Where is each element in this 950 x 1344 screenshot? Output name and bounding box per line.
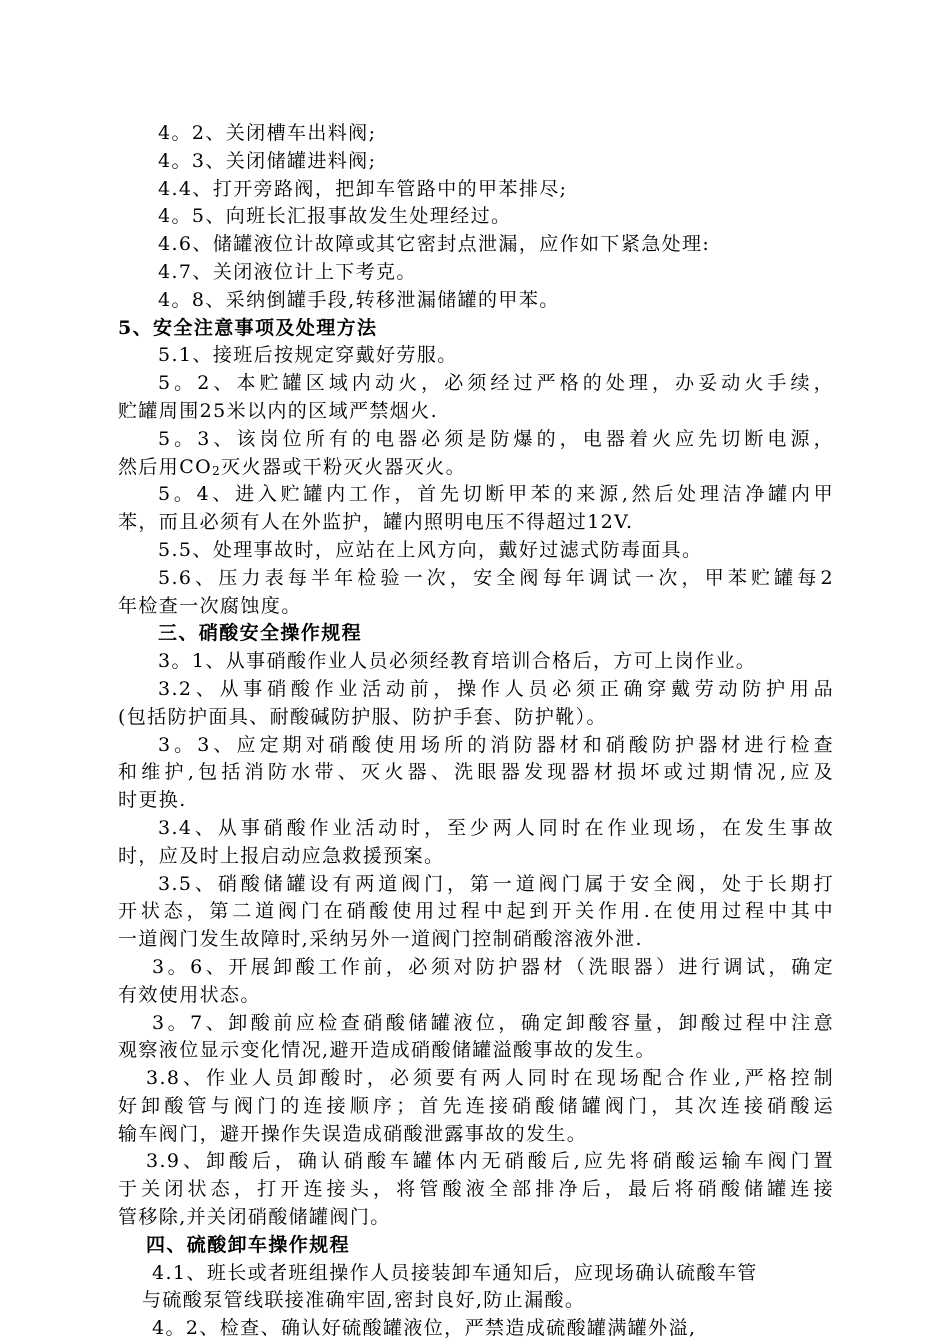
text-line: 输车阀门，避开操作失误造成硝酸泄露事故的发生。 [118,1122,588,1145]
text-line: 年检查一次腐蚀度。 [118,594,302,617]
text-line: 5.6、压力表每半年检验一次，安全阀每年调试一次，甲苯贮罐每2 [158,566,834,589]
text-line: 3.4、从事硝酸作业活动时，至少两人同时在作业现场，在发生事故 [158,816,834,839]
text-line: 开状态，第二道阀门在硝酸使用过程中起到开关作用.在使用过程中其中 [118,900,834,923]
text-line: 管移除,并关闭硝酸储罐阀门。 [118,1206,391,1229]
text-line: 5。3、该岗位所有的电器必须是防爆的，电器着火应先切断电源， [158,427,834,450]
text-line: 4。8、采纳倒罐手段,转移泄漏储罐的甲苯。 [158,288,560,311]
text-line: 于关闭状态，打开连接头，将管酸液全部排净后，最后将硝酸储罐连接 [118,1178,834,1201]
text-line: 4。2、关闭槽车出料阀; [158,122,377,144]
text-line: 和维护,包括消防水带、灭火器、洗眼器发现器材损坏或过期情况,应及 [118,761,834,784]
text-line: 3。1、从事硝酸作业人员必须经教育培训合格后，方可上岗作业。 [158,650,757,673]
text-line: 5。2、本贮罐区域内动火，必须经过严格的处理，办妥动火手续， [158,372,834,395]
text-line: 有效使用状态。 [118,983,261,1006]
text-line: (包括防护面具、耐酸碱防护服、防护手套、防护靴）。 [118,705,607,728]
text-line: 5。4、进入贮罐内工作，首先切断甲苯的来源,然后处理洁净罐内甲 [158,483,834,506]
text-line: 5.5、处理事故时，应站在上风方向，戴好过滤式防毒面具。 [158,538,703,561]
text-line: 3。7、卸酸前应检查硝酸储罐液位，确定卸酸容量，卸酸过程中注意 [152,1011,834,1034]
text-line: 4.6、储罐液位计故障或其它密封点泄漏，应作如下紧急处理: [158,233,711,256]
section-heading: 5、安全注意事项及处理方法 [118,316,378,339]
text-line: 3。6、开展卸酸工作前，必须对防护器材（洗眼器）进行调试，确定 [152,955,834,978]
section-heading: 三、硝酸安全操作规程 [158,622,363,645]
text-line: 贮罐周围25米以内的区域严禁烟火. [118,399,439,422]
text-line: 与硫酸泵管线联接准确牢固,密封良好,防止漏酸。 [142,1289,586,1312]
text-line: 时，应及时上报启动应急救援预案。 [118,844,445,867]
text-line: 3.8、作业人员卸酸时，必须要有两人同时在现场配合作业,严格控制 [146,1067,834,1090]
text-line: 4.7、关闭液位计上下考克。 [158,260,417,283]
text-line: 3。3、应定期对硝酸使用场所的消防器材和硝酸防护器材进行检查 [158,733,834,756]
text-line: 3.2、从事硝酸作业活动前，操作人员必须正确穿戴劳动防护用品 [158,677,834,700]
text-line: 一道阀门发生故障时,采纳另外一道阀门控制硝酸溶液外泄. [118,928,643,951]
text-line: 3.5、硝酸储罐设有两道阀门，第一道阀门属于安全阀，处于长期打 [158,872,834,895]
text-line: 4。3、关闭储罐进料阀; [158,149,377,172]
text-line: 4.4、打开旁路阀，把卸车管路中的甲苯排尽; [158,177,568,200]
text-line: 3.9、卸酸后，确认硝酸车罐体内无硝酸后,应先将硝酸运输车阀门置 [146,1150,834,1173]
text-line: 5.1、接班后按规定穿戴好劳服。 [158,344,458,367]
text-line: 然后用$CO_2$灭火器或干粉灭火器灭火。 [118,455,466,478]
text-line: 苯，而且必须有人在外监护，罐内照明电压不得超过12V. [118,511,634,534]
text-line: 4。2、检查、确认好硫酸罐液位，严禁造成硫酸罐满罐外溢, [152,1317,697,1340]
text-line: 好卸酸管与阀门的连接顺序；首先连接硝酸储罐阀门，其次连接硝酸运 [118,1094,834,1117]
document-page [118,120,834,1343]
text-line: 4。5、向班长汇报事故发生处理经过。 [158,205,512,228]
text-line: 4.1、班长或者班组操作人员接装卸车通知后，应现场确认硫酸车管 [152,1261,758,1284]
text-line: 观察液位显示变化情况,避开造成硝酸储罐溢酸事故的发生。 [118,1039,656,1062]
section-heading: 四、硫酸卸车操作规程 [146,1233,351,1256]
text-line: 时更换. [118,789,187,812]
